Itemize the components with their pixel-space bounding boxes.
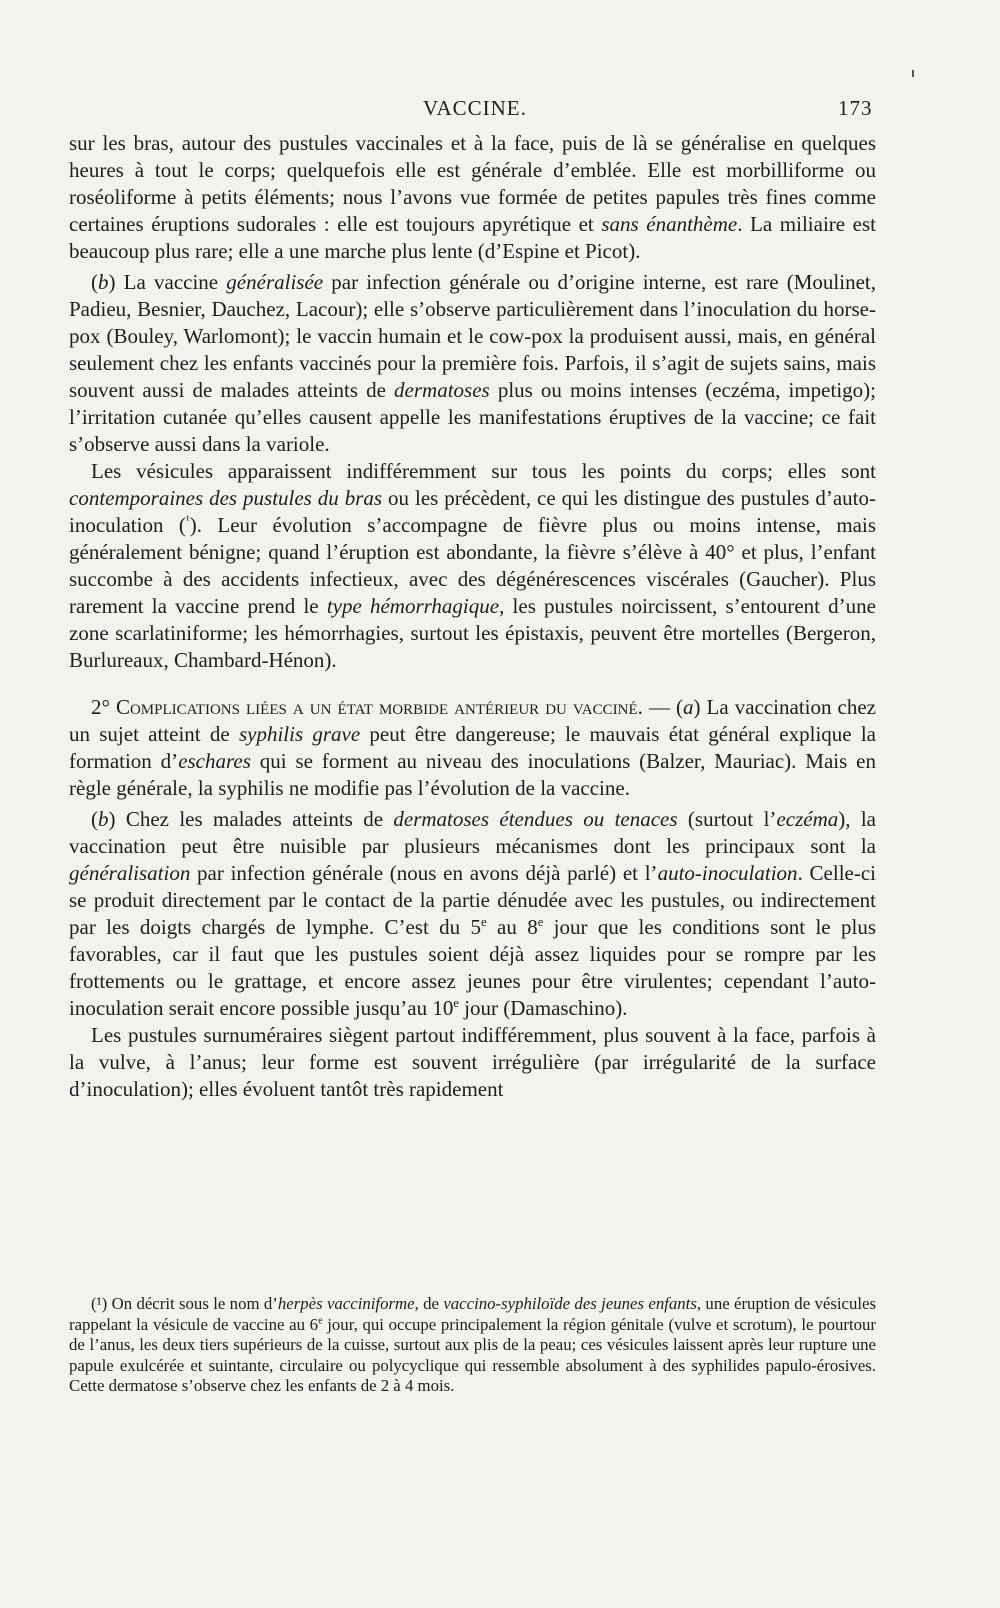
italic-term: eschares — [178, 749, 251, 773]
footnote-1 — [69, 1294, 876, 1397]
text-run: . Celle-ci se produit directement par le contact de la partie dénudée avec les pustules, ou indirectement par les doigts chargés de lymphe. C’est du 5 — [69, 861, 877, 939]
page-number: 173 — [838, 96, 873, 120]
footnote-ref: ¹ — [185, 513, 190, 527]
page-header — [0, 96, 1000, 126]
text-run: au 8 — [486, 915, 538, 939]
italic-term: vaccino-syphiloïde des jeunes enfants — [443, 1294, 697, 1313]
text-run: , les pustules noircissent, s’entourent d’une zone scarlatiniforme; les hémorrhagies, surtout les épistaxis, peuvent être mortelles (Bergeron, Burlureaux, Chambard-Hénon). — [69, 594, 876, 672]
scan-speck — [912, 70, 914, 77]
text-run: qui se forment au niveau des inoculations (Balzer, Mauriac). Mais en règle générale, la syphilis ne modifie pas l’évolution de la vaccine. — [69, 749, 876, 800]
footnotes — [69, 1294, 876, 1397]
text-run: (surtout l’ — [677, 807, 777, 831]
italic-term: syphilis grave — [238, 722, 361, 746]
italic-letter: a — [682, 695, 694, 719]
italic-term: généralisation — [69, 861, 191, 885]
text-run: , une éruption de vésicules rappelant la vésicule de vaccine au 6 — [69, 1294, 877, 1334]
text-run: par infection générale (nous en avons déjà parlé) et l’ — [190, 861, 658, 885]
text-run: par infection générale ou d’origine interne, est rare (Moulinet, Padieu, Besnier, Dauchez, Lacour); elle s’observe particulièrement dans l’inoculation du horse-pox (Bouley, Warlomont); le vaccin humain et le cow-pox la produisent aussi, mais, en général seulement chez les enfants vaccinés pour la première fois. Parfois, il s’agit de sujets sains, mais souvent aussi de malades atteints de — [69, 270, 876, 402]
paragraph-6 — [69, 1022, 876, 1103]
italic-term: eczéma — [776, 807, 839, 831]
text-run: ) La vaccine — [108, 270, 227, 294]
footnote-mark: (¹) — [91, 1294, 108, 1313]
text-run: jour (Damaschino). — [458, 996, 628, 1020]
paragraph-2 — [69, 269, 876, 458]
italic-term: herpès vacciniforme — [277, 1294, 415, 1313]
text-run: sur les bras, autour des pustules vaccinales et à la face, puis de là se généralise en quelques heures à tout le corps; quelquefois elle est générale d’emblée. Elle est morbilliforme ou roséoliforme à petits éléments; nous l’avons vue formée de petites papules très fines comme certaines éruptions sudorales : elle est toujours apyrétique et — [69, 131, 876, 236]
section-number: 2° — [91, 695, 110, 719]
ordinal-superscript: e — [453, 996, 459, 1010]
text-run: ( — [91, 807, 98, 831]
text-run: peut être dangereuse; le mauvais état général explique la formation d’ — [69, 722, 876, 773]
italic-term: généralisée — [226, 270, 324, 294]
text-run: ) La vaccination chez un sujet atteint de — [69, 695, 877, 746]
text-run: ). Leur évolution s’accompagne de fièvre plus ou moins intense, mais généralement bénigne; quand l’éruption est abondante, la fièvre s’élève à 40° et plus, l’enfant succombe à des accidents infectieux, avec des dégénérescences viscérales (Gaucher). Plus rarement la vaccine prend le — [69, 513, 876, 618]
text-run: , de — [414, 1294, 444, 1313]
text-run: ), la vaccination peut être nuisible par plusieurs mécanismes dont les principaux sont la — [69, 807, 877, 858]
text-run: ( — [91, 270, 98, 294]
italic-term: dermatoses étendues ou tenaces — [393, 807, 678, 831]
paragraph-3 — [69, 458, 876, 674]
italic-term: dermatoses — [394, 378, 490, 402]
text-run: jour, qui occupe principalement la région génitale (vulve et scrotum), le pourtour de l’anus, les deux tiers supérieurs de la cuisse, surtout aux plis de la peau; ces vésicules laissent après leur rupture une papule exulcérée et suintante, circulaire ou polycyclique qui ressemble absolument à des syphilides papulo-érosives. Cette dermatose s’observe chez les enfants de 2 à 4 mois. — [69, 1314, 876, 1395]
text-run: Les vésicules apparaissent indifféremment sur tous les points du corps; elles sont — [91, 459, 876, 483]
text-run: On décrit sous le nom d’ — [107, 1294, 278, 1313]
italic-letter: b — [98, 807, 109, 831]
text-run: — ( — [642, 695, 683, 719]
ordinal-superscript: e — [318, 1314, 323, 1326]
ordinal-superscript: e — [537, 915, 544, 929]
body-text — [69, 130, 876, 1103]
text-run: ) Chez les malades atteints de — [108, 807, 394, 831]
italic-term: sans énanthème — [601, 212, 738, 236]
running-title: VACCINE. — [423, 96, 527, 120]
text-run: . La miliaire est beaucoup plus rare; elle a une marche plus lente (d’Espine et Picot). — [69, 212, 876, 263]
text-run: plus ou moins intenses (eczéma, impetigo); l’irritation cutanée qu’elles causent appelle les manifestations éruptives de la vaccine; ce fait s’observe aussi dans la variole. — [69, 378, 876, 456]
italic-letter: b — [98, 270, 109, 294]
italic-term: contemporaines des pustules du bras — [69, 486, 383, 510]
paragraph-4 — [69, 694, 876, 802]
italic-term: type hémorrhagique — [326, 594, 500, 618]
section-heading: Complications liées a un état morbide antérieur du vacciné. — [115, 695, 643, 719]
ordinal-superscript: e — [481, 915, 487, 929]
paragraph-1 — [69, 130, 876, 265]
paragraph-5 — [69, 806, 876, 1022]
italic-term: auto-inoculation — [657, 861, 798, 885]
text-run: jour que les conditions sont le plus favorables, car il faut que les pustules soient déjà assez liquides pour se rompre par les frottements ou le grattage, et encore assez jeunes pour être virulentes; cependant l’auto-inoculation serait encore possible jusqu’au 10 — [69, 915, 876, 1020]
text-run: Les pustules surnuméraires siègent partout indifféremment, plus souvent à la face, parfois à la vulve, à l’anus; leur forme est souvent irrégulière (par irrégularité de la surface d’inoculation); elles évoluent tantôt très rapidement — [69, 1023, 876, 1101]
text-run: ou les précèdent, ce qui les distingue des pustules d’auto-inoculation ( — [69, 486, 876, 537]
